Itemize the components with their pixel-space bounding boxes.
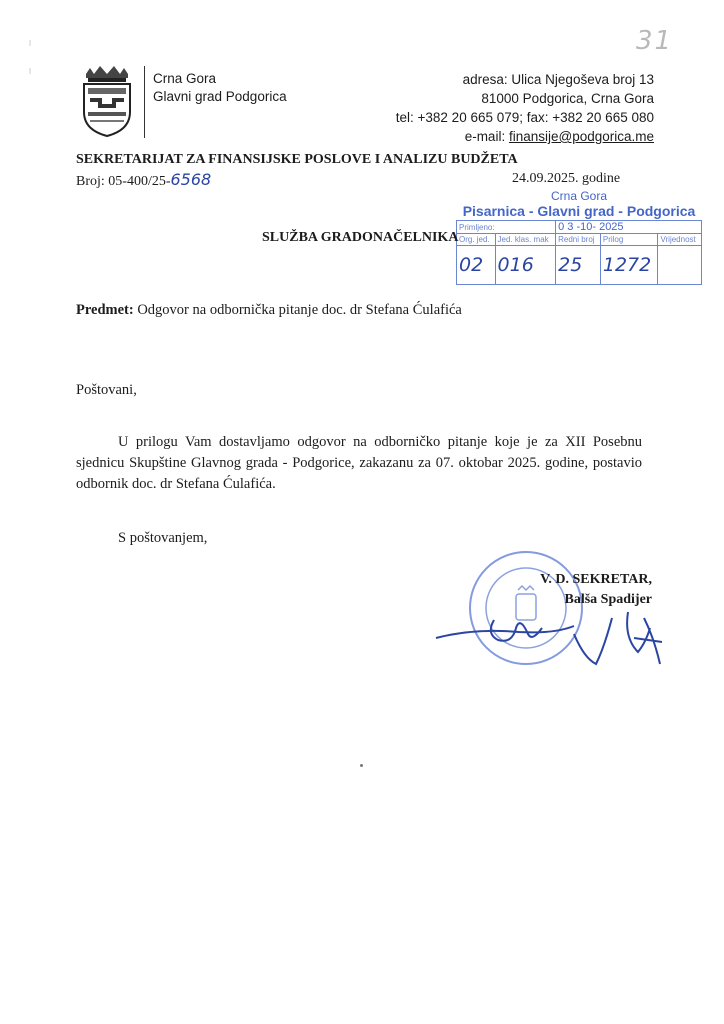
signer-title: V. D. SEKRETAR, [540, 572, 652, 587]
signer-name: Balša Spadijer [564, 592, 652, 607]
subject-text: Odgovor na odbornička pitanje doc. dr Stefana Ćulafića [133, 302, 462, 318]
reference-number [76, 170, 211, 190]
stamp-registry: Pisarnica - Glavni grad - Podgorica [462, 203, 696, 219]
scan-speck [360, 764, 363, 767]
stamp-received-label: Primljeno: [457, 221, 556, 234]
email-link[interactable]: finansije@podgorica.me [508, 129, 654, 144]
stamp-country: Crna Gora [550, 189, 608, 203]
page-number: 31 [636, 26, 674, 56]
salutation: Poštovani, [76, 382, 137, 398]
header-divider [144, 66, 145, 138]
stamp-table [456, 220, 702, 285]
scan-edge-mark [26, 40, 34, 80]
email-label: e-mail: [464, 129, 509, 144]
document-date: 24.09.2025. godine [512, 171, 621, 186]
phone-fax-line: tel: +382 20 665 079; fax: +382 20 665 080 [395, 110, 654, 125]
letter-body: U prilogu Vam dostavljamo odgovor na odborničko pitanje koje je za XII Posebnu sjednicu Skupštine Glavnog grada - Podgorice, zakazanu za 07. oktobar 2025. godine, postavio odbornik doc. dr Stefana Ćulafića. [76, 434, 642, 492]
coat-of-arms-icon [80, 64, 134, 138]
department-name: SEKRETARIJAT ZA FINANSIJSKE POSLOVE I ANALIZU BUDŽETA [76, 152, 518, 167]
closing: S poštovanjem, [118, 530, 208, 546]
stamp-value-worth [658, 246, 702, 285]
stamp-value-attachment: 1272 [600, 246, 658, 285]
address-block [396, 70, 654, 146]
stamp-value-org: 02 [457, 246, 496, 285]
postal-line: 81000 Podgorica, Crna Gora [481, 91, 654, 106]
email-line [396, 127, 654, 146]
stamp-col-header: Org. jed. [457, 234, 496, 246]
reference-prefix: Broj: 05-400/25- [76, 174, 171, 189]
subject-line [76, 302, 462, 319]
country-name: Crna Gora [153, 71, 217, 86]
stamp-received-date: 0 3 -10- 2025 [556, 221, 702, 234]
stamp-col-header: Vrijednost [658, 234, 702, 246]
stamp-col-header: Prilog [600, 234, 658, 246]
recipient: SLUŽBA GRADONAČELNIKA [262, 230, 459, 245]
stamp-value-number: 25 [556, 246, 601, 285]
subject-label: Predmet: [76, 302, 134, 318]
handwritten-signatures [424, 598, 674, 678]
reference-handwritten: 6568 [170, 170, 212, 189]
registry-stamp [456, 190, 702, 285]
stamp-value-class: 016 [495, 246, 556, 285]
organization-block [153, 70, 287, 106]
stamp-col-header: Jed. klas. mak [495, 234, 556, 246]
stamp-col-header: Redni broj [556, 234, 601, 246]
address-line: adresa: Ulica Njegoševa broj 13 [462, 72, 654, 87]
city-name: Glavni grad Podgorica [153, 89, 287, 104]
